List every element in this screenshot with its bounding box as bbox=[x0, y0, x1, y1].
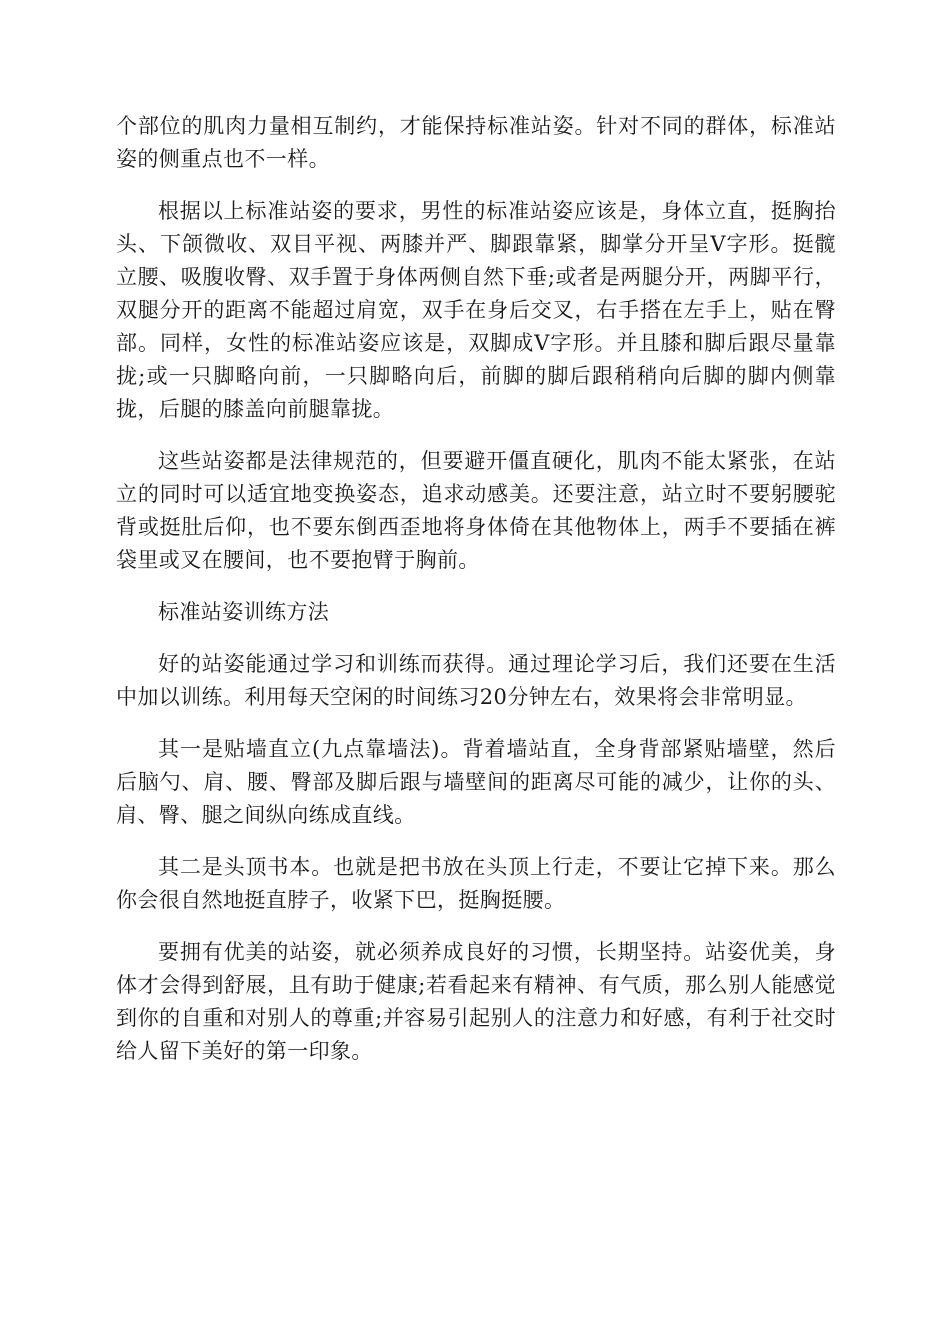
paragraph-method-two: 其二是头顶书本。也就是把书放在头顶上行走，不要让它掉下来。那么你会很自然地挺直脖子，收紧下巴，挺胸挺腰。 bbox=[116, 855, 836, 912]
paragraph-conclusion: 要拥有优美的站姿，就必须养成良好的习惯，长期坚持。站姿优美，身体才会得到舒展，且有助于健康;若看起来有精神、有气质，那么别人能感觉到你的自重和对别人的尊重;并容易引起别人的注意力和好感，有利于社交时给人留下美好的第一印象。 bbox=[116, 940, 836, 1063]
document-body bbox=[116, 110, 836, 1087]
paragraph-posture-notes: 这些站姿都是法律规范的，但要避开僵直硬化，肌肉不能太紧张，在站立的同时可以适宜地变换姿态，追求动感美。还要注意，站立时不要躬腰驼背或挺肚后仰，也不要东倒西歪地将身体倚在其他物体上，两手不要插在裤袋里或叉在腰间，也不要抱臂于胸前。 bbox=[116, 449, 836, 572]
paragraph-method-one: 其一是贴墙直立(九点靠墙法)。背着墙站直，全身背部紧贴墙壁，然后后脑勺、肩、腰、臀部及脚后跟与墙壁间的距离尽可能的减少，让你的头、肩、臀、腿之间纵向练成直线。 bbox=[116, 737, 836, 827]
section-heading: 标准站姿训练方法 bbox=[158, 600, 330, 624]
paragraph-training-intro: 好的站姿能通过学习和训练而获得。通过理论学习后，我们还要在生活中加以训练。利用每天空闲的时间练习20分钟左右，效果将会非常明显。 bbox=[116, 652, 836, 709]
paragraph-standard-posture-requirements: 根据以上标准站姿的要求，男性的标准站姿应该是，身体立直，挺胸抬头、下颌微收、双目平视、两膝并严、脚跟靠紧，脚掌分开呈V字形。挺髋立腰、吸腹收臀、双手置于身体两侧自然下垂;或者是两腿分开，两脚平行，双腿分开的距离不能超过肩宽，双手在身后交叉，右手搭在左手上，贴在臀部。同样，女性的标准站姿应该是，双脚成V字形。并且膝和脚后跟尽量靠拢;或一只脚略向前，一只脚略向后，前脚的脚后跟稍稍向后脚的脚内侧靠拢，后腿的膝盖向前腿靠拢。 bbox=[116, 199, 836, 421]
paragraph-continuation: 个部位的肌肉力量相互制约，才能保持标准站姿。针对不同的群体，标准站姿的侧重点也不一样。 bbox=[116, 114, 836, 171]
